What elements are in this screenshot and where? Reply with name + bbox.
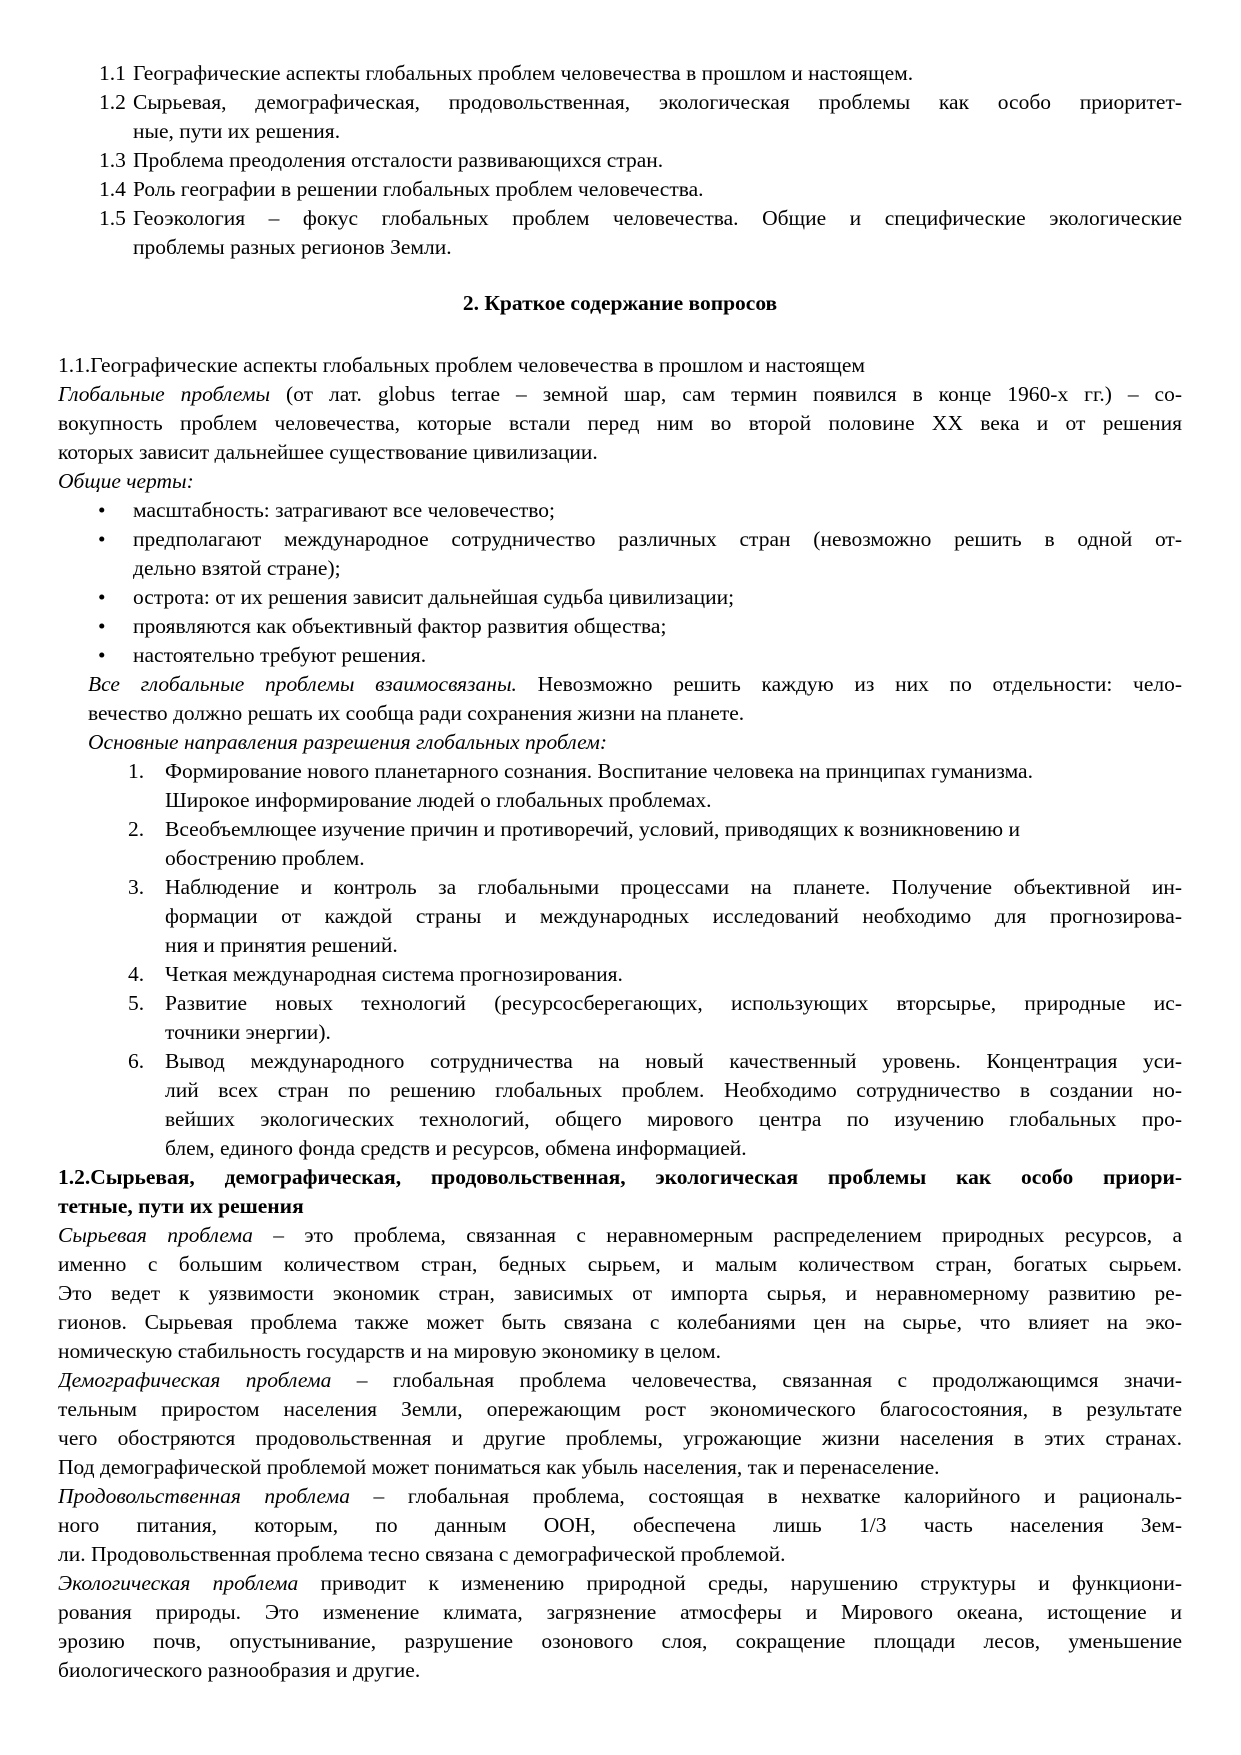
bullet-icon: • (98, 527, 106, 551)
list-item: • проявляются как объективный фактор развития общества; (58, 612, 1182, 641)
paragraph-line: Сырьевая проблема – это проблема, связанная с неравномерным распределением природных ресурсов, а (58, 1223, 1182, 1247)
paragraph-line: гионов. Сырьевая проблема также может быть связана с колебаниями цен на сырье, что влияет на эко- (58, 1310, 1182, 1334)
list-item-cont: точники энергии). (165, 1020, 331, 1044)
definition-paragraph: Глобальные проблемы (от лат. globus terrae – земной шар, сам термин появился в конце 1960-х гг.) – со- (58, 382, 1182, 406)
list-item-cont: обострению проблем. (165, 846, 365, 870)
bullet-icon: • (98, 614, 106, 638)
paragraph-line: биологического разнообразия и другие. (58, 1658, 421, 1682)
features-list (58, 496, 1182, 670)
toc-item-cont: проблемы разных регионов Земли. (133, 235, 452, 259)
paragraph-line: ли. Продовольственная проблема тесно связана с демографической проблемой. (58, 1542, 786, 1566)
document-page (58, 59, 1182, 1685)
list-item-cont: дельно взятой стране); (133, 556, 341, 580)
subsection-title-cont: тетные, пути их решения (58, 1194, 304, 1218)
food-paragraph (58, 1482, 1182, 1569)
paragraph-line: вечество должно решать их сообща ради сохранения жизни на планете. (88, 701, 745, 725)
directions-list (58, 757, 1182, 1163)
list-item: 5. Развитие новых технологий (ресурсосберегающих, использующих вторсырье, природные ис- (128, 991, 1182, 1015)
list-item: 1. Формирование нового планетарного сознания. Воспитание человека на принципах гуманизма. (128, 759, 1033, 783)
toc-item: 1.4 Роль географии в решении глобальных проблем человечества. (99, 177, 704, 201)
paragraph-line: которых зависит дальнейшее существование цивилизации. (58, 440, 598, 464)
raw-materials-paragraph (58, 1221, 1182, 1366)
list-item: 6. Вывод международного сотрудничества на новый качественный уровень. Концентрация уси- (128, 1049, 1182, 1073)
paragraph-line: Это ведет к уязвимости экономик стран, зависимых от импорта сырья, и неравномерному развитию ре- (58, 1281, 1182, 1305)
paragraph-line: эрозию почв, опустынивание, разрушение озонового слоя, сокращение площади лесов, уменьшение (58, 1629, 1182, 1653)
paragraph-line: вокупность проблем человечества, которые встали перед ним во второй половине XX века и от решения (58, 411, 1182, 435)
toc-item-cont: ные, пути их решения. (133, 119, 341, 143)
list-item: • масштабность: затрагивают все человечество; (58, 496, 1182, 525)
list-item-cont: ния и принятия решений. (165, 933, 398, 957)
toc-item: 1.5 Геоэкология – фокус глобальных проблем человечества. Общие и специфические экологические (99, 206, 1182, 230)
interlinked-paragraph: Все глобальные проблемы взаимосвязаны. Невозможно решить каждую из них по отдельности: чело- (88, 672, 1182, 696)
subsection-title: 1.1.Географические аспекты глобальных проблем человечества в прошлом и настоящем (58, 353, 865, 377)
features-label: Общие черты: (58, 469, 194, 493)
section-heading: 2. Краткое содержание вопросов (462, 291, 778, 315)
paragraph-line: ного питания, которым, по данным ООН, обеспечена лишь 1/3 часть населения Зем- (58, 1513, 1182, 1537)
list-item: • острота: от их решения зависит дальнейшая судьба цивилизации; (58, 583, 1182, 612)
list-item: • настоятельно требуют решения. (58, 641, 1182, 670)
list-item-cont: формации от каждой страны и международных исследований необходимо для прогнозирова- (165, 904, 1182, 928)
toc-list (58, 59, 1182, 262)
paragraph-line: тельным приростом населения Земли, опережающим рост экономического благосостояния, в результате (58, 1397, 1182, 1421)
paragraph-line: именно с большим количеством стран, бедных сырьем, и малым количеством стран, богатых сырьем. (58, 1252, 1182, 1276)
list-item: 4. Четкая международная система прогнозирования. (128, 962, 623, 986)
list-item-cont: вейших экологических технологий, общего мирового центра по изучению глобальных про- (165, 1107, 1182, 1131)
paragraph-line: Продовольственная проблема – глобальная проблема, состоящая в нехватке калорийного и рациональ- (58, 1484, 1182, 1508)
paragraph-line: Демографическая проблема – глобальная проблема человечества, связанная с продолжающимся значи- (58, 1368, 1182, 1392)
toc-item: 1.1 Географические аспекты глобальных проблем человечества в прошлом и настоящем. (99, 61, 914, 85)
bullet-icon: • (98, 585, 106, 609)
paragraph-line: чего обостряются продовольственная и другие проблемы, угрожающие жизни населения в этих странах. (58, 1426, 1182, 1450)
subsection-title: 1.2.Сырьевая, демографическая, продовольственная, экологическая проблемы как особо приори- (58, 1165, 1182, 1189)
list-item-cont: блем, единого фонда средств и ресурсов, обмена информацией. (165, 1136, 747, 1160)
bullet-icon: • (98, 643, 106, 667)
directions-label: Основные направления разрешения глобальных проблем: (88, 730, 608, 754)
toc-item: 1.3 Проблема преодоления отсталости развивающихся стран. (99, 148, 664, 172)
bullet-icon: • (98, 498, 106, 522)
paragraph-line: рования природы. Это изменение климата, загрязнение атмосферы и Мирового океана, истощение и (58, 1600, 1182, 1624)
list-item-cont: Широкое информирование людей о глобальных проблемах. (165, 788, 712, 812)
list-item-cont: лий всех стран по решению глобальных проблем. Необходимо сотрудничество в создании но- (165, 1078, 1182, 1102)
paragraph-line: номическую стабильность государств и на мировую экономику в целом. (58, 1339, 721, 1363)
ecological-paragraph (58, 1569, 1182, 1685)
paragraph-line: Под демографической проблемой может пониматься как убыль населения, так и перенаселение. (58, 1455, 940, 1479)
paragraph-line: Экологическая проблема приводит к изменению природной среды, нарушению структуры и функциони- (58, 1571, 1182, 1595)
list-item: 2. Всеобъемлющее изучение причин и противоречий, условий, приводящих к возникновению и (128, 817, 1020, 841)
list-item: • предполагают международное сотрудничество различных стран (невозможно решить в одной от- (58, 525, 1182, 554)
toc-item: 1.2 Сырьевая, демографическая, продовольственная, экологическая проблемы как особо приоритет- (99, 90, 1182, 114)
demographic-paragraph (58, 1366, 1182, 1482)
list-item: 3. Наблюдение и контроль за глобальными процессами на планете. Получение объективной ин- (128, 875, 1182, 899)
